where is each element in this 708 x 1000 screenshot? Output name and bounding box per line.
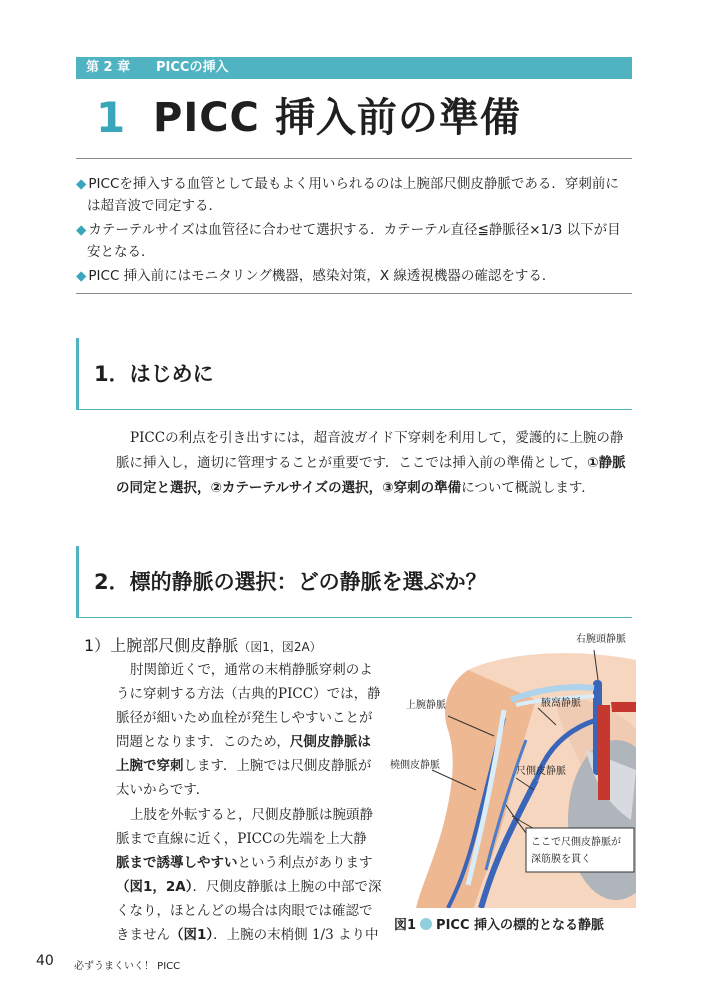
summary-box [76,158,632,294]
callout-text: ここで尺側皮静脈が [531,837,621,848]
section-heading-text: 1．はじめに [94,362,214,386]
summary-item-continued: は超音波で同定する． [87,198,222,214]
page-title-number: 1 [96,93,126,142]
callout-text: 深筋膜を貫く [531,854,591,865]
paragraph-line: 上肢を外転すると，尺側皮静脈は腕頭静 [130,807,373,823]
page-title: PICC 挿入前の準備 [153,95,521,141]
paragraph-line: 脈径が細いため血栓が発生しやすいことが [116,710,373,726]
subsection-heading: 1）上腕部尺側皮静脈（図1，図2A） [84,636,322,655]
paragraph-line: 肘関節近くで，通常の末梢静脈穿刺のよ [130,662,373,678]
diamond-bullet-icon: ◆ [76,268,87,284]
caption-dot-icon [420,918,432,930]
paragraph-line: （図1，2A）．尺側皮静脈は上腕の中部で深 [116,879,382,895]
paragraph-line: の同定と選択，②カテーテルサイズの選択，③穿刺の準備について概説します． [116,480,595,496]
section-heading-target-vein [76,546,632,618]
label-cephalic-vein: 橈側皮静脈 [390,760,440,771]
paragraph-line: うに穿刺する方法（古典的PICC）では，静 [116,686,381,702]
label-basilic-vein: 尺側皮静脈 [516,766,566,777]
section-heading-text: 2．標的静脈の選択：どの静脈を選ぶか？ [94,570,487,594]
anatomy-illustration [386,630,636,908]
paragraph-line: くなり，ほとんどの場合は肉眼では確認で [116,903,373,919]
summary-item-continued: 安となる． [87,244,155,260]
paragraph-line: 太いからです． [116,782,210,798]
summary-item: ◆ カテーテルサイズは血管径に合わせて選択する．カテーテル直径≦静脈径×1/3 以下が目 [76,222,621,238]
diamond-bullet-icon: ◆ [76,176,87,192]
chapter-label: 第 2 章 [86,60,131,75]
paragraph-line: 脈まで誘導しやすいという利点があります [116,855,373,871]
chapter-header-bar [76,57,632,79]
figure-caption: 図1 PICC 挿入の標的となる静脈 [394,918,605,933]
label-right-brachiocephalic-vein: 右腕頭静脈 [576,634,626,645]
diamond-bullet-icon: ◆ [76,222,87,238]
paragraph-line: きません（図1）．上腕の末梢側 1/3 より中 [116,927,379,943]
book-title: 必ずうまくいく！ PICC [74,961,181,972]
label-axillary-vein: 腋窩静脈 [541,698,581,709]
section-heading-introduction [76,338,632,410]
paragraph-line: 問題となります．このため，尺側皮静脈は [116,734,371,750]
page-number: 40 [36,953,54,969]
paragraph-line: 脈まで直線に近く，PICCの先端を上大静 [116,831,367,847]
paragraph-line: PICCの利点を引き出すには，超音波ガイド下穿刺を利用して，愛護的に上腕の静 [130,430,624,446]
paragraph-line: 脈に挿入し，適切に管理することが重要です．ここでは挿入前の準備として，①静脈 [116,455,626,471]
label-brachial-vein: 上腕静脈 [406,700,446,711]
chapter-title: PICCの挿入 [156,60,229,75]
paragraph-line: 上腕で穿刺します．上腕では尺側皮静脈が [116,758,372,774]
summary-item: ◆ PICC 挿入前にはモニタリング機器，感染対策，X 線透視機器の確認をする． [76,268,556,284]
summary-item: ◆ PICCを挿入する血管として最もよく用いられるのは上腕部尺側皮静脈である．穿刺前に [76,176,619,192]
